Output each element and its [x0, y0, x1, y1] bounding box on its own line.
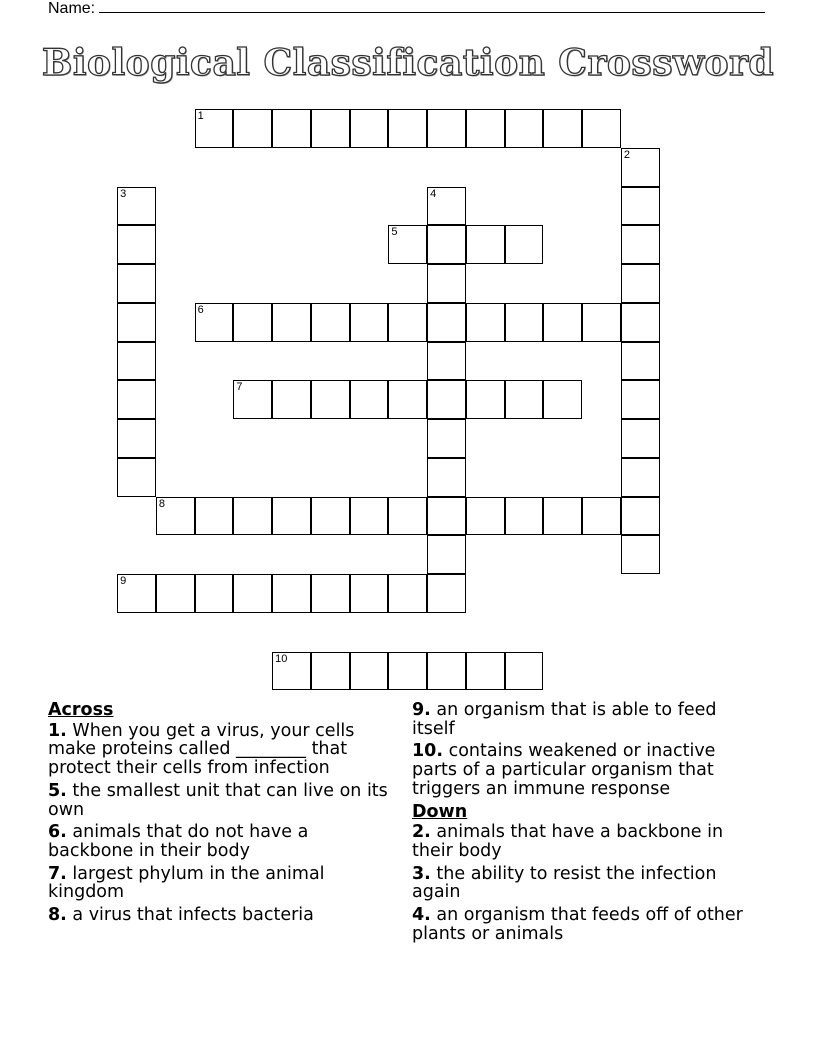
grid-cell[interactable]: [505, 109, 544, 148]
clue-text: an organism that feeds off of other plants or animals: [412, 905, 743, 944]
grid-cell[interactable]: [466, 303, 505, 342]
clue-number: 9.: [412, 700, 431, 720]
grid-cell[interactable]: [621, 342, 660, 381]
clue-number: 6.: [48, 822, 67, 843]
grid-cell[interactable]: [156, 497, 195, 536]
clue-number: 4.: [412, 905, 431, 926]
clue-number-label: 5: [391, 226, 398, 239]
grid-cell[interactable]: [427, 109, 466, 148]
grid-cell[interactable]: [117, 264, 156, 303]
grid-cell[interactable]: [505, 652, 544, 691]
grid-cell[interactable]: [311, 497, 350, 536]
grid-cell[interactable]: [505, 497, 544, 536]
grid-cell[interactable]: [311, 380, 350, 419]
grid-cell[interactable]: [311, 303, 350, 342]
clue-item: [48, 823, 398, 860]
grid-cell[interactable]: [582, 303, 621, 342]
grid-cell[interactable]: [350, 303, 389, 342]
grid-cell[interactable]: [117, 380, 156, 419]
grid-cell[interactable]: [582, 497, 621, 536]
grid-cell[interactable]: [233, 109, 272, 148]
grid-cell[interactable]: [388, 109, 427, 148]
grid-cell[interactable]: [621, 187, 660, 226]
grid-cell[interactable]: [195, 497, 234, 536]
clue-item: [412, 701, 762, 738]
clue-text: a virus that infects bacteria: [72, 905, 314, 926]
grid-cell[interactable]: [621, 148, 660, 187]
grid-cell[interactable]: [466, 652, 505, 691]
grid-cell[interactable]: [427, 225, 466, 264]
grid-cell[interactable]: [388, 497, 427, 536]
grid-cell[interactable]: [427, 419, 466, 458]
grid-cell[interactable]: [272, 109, 311, 148]
grid-cell[interactable]: [350, 497, 389, 536]
grid-cell[interactable]: [543, 380, 582, 419]
clue-text: an organism that is able to feed itself: [412, 700, 717, 739]
name-label: Name:: [48, 0, 96, 17]
grid-cell[interactable]: [117, 458, 156, 497]
grid-cell[interactable]: [388, 303, 427, 342]
grid-cell[interactable]: [505, 380, 544, 419]
grid-cell[interactable]: [621, 419, 660, 458]
clue-item: [48, 906, 398, 925]
grid-cell[interactable]: [233, 303, 272, 342]
clue-item: [412, 823, 762, 860]
clue-number-label: 9: [120, 575, 127, 588]
clue-number: 8.: [48, 905, 67, 926]
grid-cell[interactable]: [272, 380, 311, 419]
across-heading: Across: [48, 700, 114, 720]
clue-number: 3.: [412, 863, 431, 884]
clue-number: 7.: [48, 863, 67, 884]
grid-cell[interactable]: [427, 303, 466, 342]
grid-cell[interactable]: [117, 225, 156, 264]
clue-item: [412, 906, 762, 943]
clue-number-label: 1: [197, 110, 204, 123]
page-title: Biological Classification Crossword: [41, 42, 775, 84]
grid-cell[interactable]: [466, 225, 505, 264]
grid-cell[interactable]: [117, 574, 156, 613]
grid-cell[interactable]: [427, 652, 466, 691]
clue-number-label: 6: [197, 303, 204, 316]
clues-right-column: [412, 701, 762, 947]
grid-cell[interactable]: [543, 497, 582, 536]
clue-number-label: 7: [236, 381, 243, 394]
grid-cell[interactable]: [350, 652, 389, 691]
grid-cell[interactable]: [117, 342, 156, 381]
grid-cell[interactable]: [117, 419, 156, 458]
grid-cell[interactable]: [272, 497, 311, 536]
clue-text: animals that do not have a backbone in their body: [48, 822, 309, 861]
grid-cell[interactable]: [233, 574, 272, 613]
grid-cell[interactable]: [156, 574, 195, 613]
grid-cell[interactable]: [505, 225, 544, 264]
grid-cell[interactable]: [621, 535, 660, 574]
grid-cell[interactable]: [388, 574, 427, 613]
grid-cell[interactable]: [427, 458, 466, 497]
grid-cell[interactable]: [427, 187, 466, 226]
grid-cell[interactable]: [427, 342, 466, 381]
grid-cell[interactable]: [427, 380, 466, 419]
grid-cell[interactable]: [272, 574, 311, 613]
grid-cell[interactable]: [195, 109, 234, 148]
grid-cell[interactable]: [621, 264, 660, 303]
clue-item: [48, 722, 398, 778]
clue-item: [48, 865, 398, 902]
grid-cell[interactable]: [350, 380, 389, 419]
grid-cell[interactable]: [388, 225, 427, 264]
grid-cell[interactable]: [388, 652, 427, 691]
grid-cell[interactable]: [117, 187, 156, 226]
grid-cell[interactable]: [543, 109, 582, 148]
clue-number: 5.: [48, 780, 67, 801]
grid-cell[interactable]: [427, 497, 466, 536]
down-heading: Down: [412, 801, 468, 822]
grid-cell[interactable]: [621, 225, 660, 264]
clue-number-label: 4: [430, 187, 437, 200]
clue-item: [412, 865, 762, 902]
grid-cell[interactable]: [117, 303, 156, 342]
clue-number-label: 3: [120, 187, 127, 200]
grid-cell[interactable]: [621, 458, 660, 497]
grid-cell[interactable]: [582, 109, 621, 148]
grid-cell[interactable]: [195, 303, 234, 342]
grid-cell[interactable]: [427, 535, 466, 574]
grid-cell[interactable]: [427, 574, 466, 613]
clue-item: [412, 742, 762, 798]
clue-item: [48, 782, 398, 819]
clue-number: 1.: [48, 720, 67, 741]
clue-number-label: 10: [275, 652, 288, 665]
grid-cell[interactable]: [233, 497, 272, 536]
clues-left-column: [48, 701, 398, 929]
grid-cell[interactable]: [466, 109, 505, 148]
grid-cell[interactable]: [311, 652, 350, 691]
grid-cell[interactable]: [195, 574, 234, 613]
grid-cell[interactable]: [466, 497, 505, 536]
clue-text: the ability to resist the infection again: [412, 863, 717, 903]
grid-cell[interactable]: [621, 380, 660, 419]
grid-cell[interactable]: [505, 303, 544, 342]
grid-cell[interactable]: [272, 652, 311, 691]
grid-cell[interactable]: [621, 497, 660, 536]
clue-text: largest phylum in the animal kingdom: [48, 863, 325, 903]
grid-cell[interactable]: [621, 303, 660, 342]
grid-cell[interactable]: [350, 574, 389, 613]
clue-number-label: 2: [623, 148, 631, 161]
clue-text: When you get a virus, your cells make proteins called ________ that protect their cells from infection: [48, 720, 355, 779]
clue-text: contains weakened or inactive parts of a particular organism that triggers an immune response: [412, 741, 716, 799]
grid-cell[interactable]: [427, 264, 466, 303]
grid-cell[interactable]: [311, 574, 350, 613]
clue-number-label: 8: [158, 497, 166, 510]
clue-number: 2.: [412, 822, 431, 843]
grid-cell[interactable]: [388, 380, 427, 419]
grid-cell[interactable]: [543, 303, 582, 342]
grid-cell[interactable]: [350, 109, 389, 148]
grid-cell[interactable]: [311, 109, 350, 148]
clue-text: animals that have a backbone in their body: [412, 822, 724, 861]
grid-cell[interactable]: [272, 303, 311, 342]
clue-text: the smallest unit that can live on its own: [48, 780, 388, 820]
clue-number: 10.: [412, 741, 444, 762]
grid-cell[interactable]: [233, 380, 272, 419]
grid-cell[interactable]: [466, 380, 505, 419]
